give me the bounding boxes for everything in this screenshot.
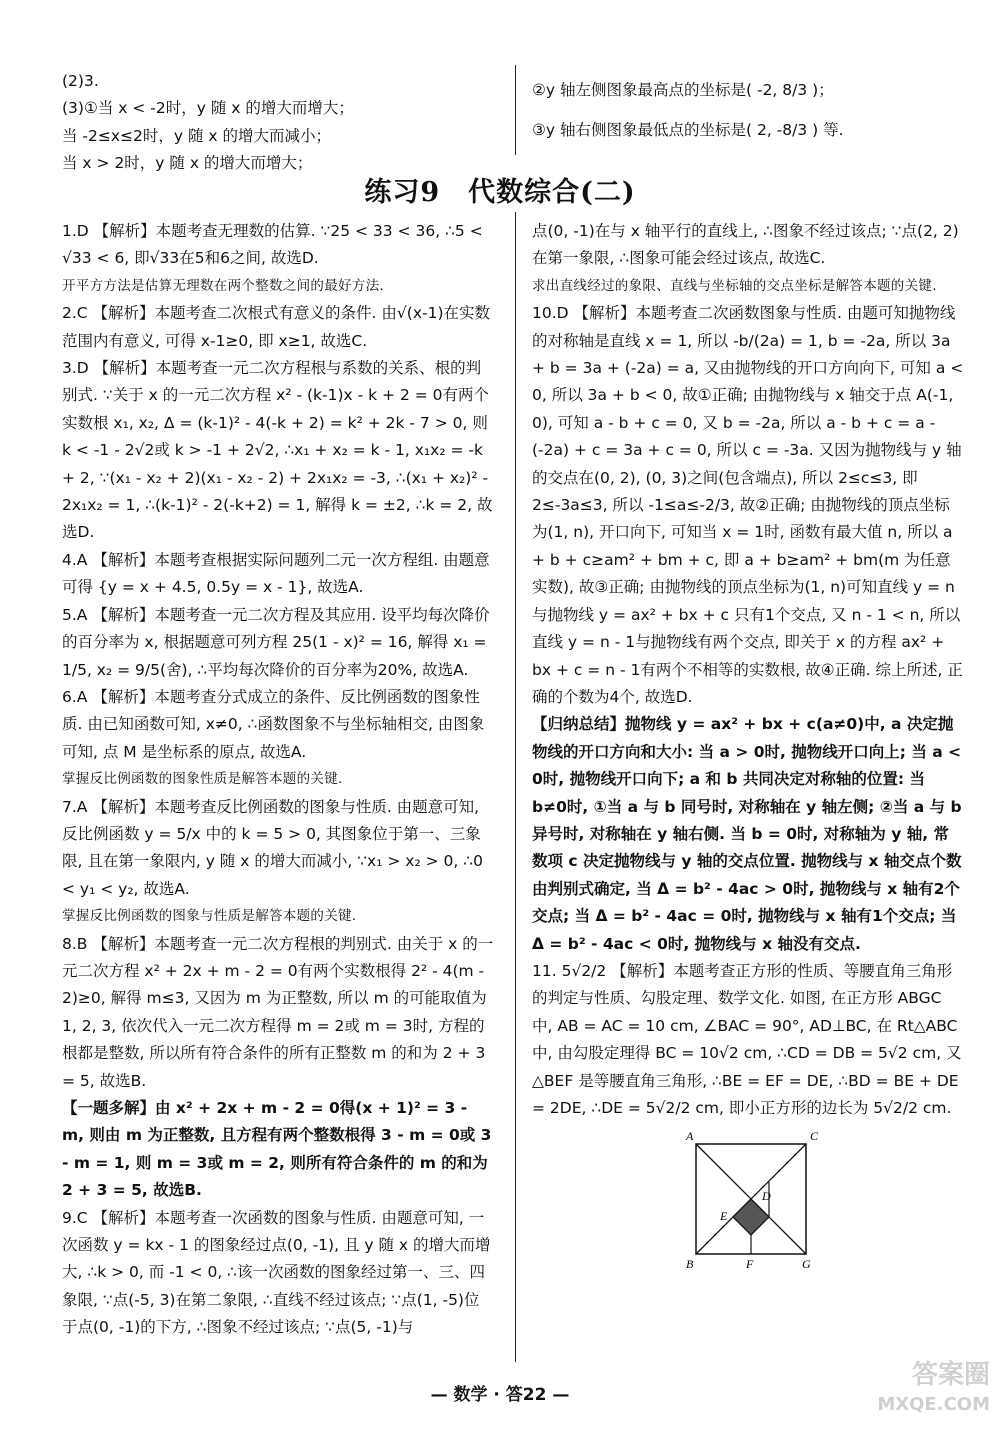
top-left-column bbox=[62, 68, 494, 178]
watermark-title: 答案圈 bbox=[911, 1360, 990, 1390]
figure-label-a: A bbox=[686, 1130, 694, 1144]
answer-6-note: 掌握反比例函数的图象性质是解答本题的关键. bbox=[62, 771, 343, 788]
square-geometry-figure bbox=[682, 1130, 822, 1270]
figure-label-b: B bbox=[686, 1257, 694, 1271]
left-answers bbox=[62, 218, 494, 1342]
column-divider bbox=[515, 65, 516, 155]
answer-3: 3.D 【解析】本题考查一元二次方程根与系数的关系、根的判别式. ∵关于 x 的一元二次方程 x² - (k-1)x - k + 2 = 0有两个实数根 x₁, x₂, Δ = (k-1)² - 4(-k + 2) = k² + 2k - 7 > 0, 则 k < -1 - 2√2或 k > -1 + 2√2, ∴x₁ + x₂ = k - 1, x₁x₂ = -k + 2, ∵(x₁ - x₂ + 2)(x₁ - x₂ - 2) + 2x₁x₂ = -3, ∴(x₁ + x₂)² - 2x₁x₂ = 1, ∴(k-1)² - 2(-k+2) = 1, 解得 k = ±2, ∴k = 2, 故选D. bbox=[62, 359, 493, 542]
top-left-line: 当 -2≤x≤2时，y 随 x 的增大而减小； bbox=[62, 126, 332, 145]
answer-2: 2.C 【解析】本题考查二次根式有意义的条件. 由√(x-1)在实数范围内有意义, 可得 x-1≥0, 即 x≥1, 故选C. bbox=[62, 304, 490, 350]
watermark-logo bbox=[800, 1360, 990, 1430]
top-right-line: ③y 轴右侧图象最低点的坐标是( 2, -8/3 ) 等. bbox=[532, 121, 844, 139]
section-title: 练习9 代数综合(二) bbox=[364, 177, 636, 208]
column-divider bbox=[515, 212, 516, 1362]
answer-6: 6.A 【解析】本题考查分式成立的条件、反比例函数的图象性质. 由已知函数可知, x≠0, ∴函数图象不与坐标轴相交, 由图象可知, 点 M 是坐标系的原点, 故选A. bbox=[62, 687, 485, 761]
answer-10-summary: 【归纳总结】抛物线 y = ax² + bx + c(a≠0)中, a 决定抛物线的开口方向和大小: 当 a > 0时, 抛物线开口向上; 当 a < 0时, 抛物线开口向下; a 和 b 共同决定对称轴的位置: 当 b≠0时, ①当 a 与 b 同号时, 对称轴在 y 轴左侧; ②当 a 与 b 异号时, 对称轴在 y 轴右侧. 当 b = 0时, 对称轴为 y 轴, 常数项 c 决定抛物线与 y 轴的交点位置. 抛物线与 x 轴交点个数由判别式确定, 当 Δ = b² - 4ac > 0时, 抛物线与 x 轴有2个交点; 当 Δ = b² - 4ac = 0时, 抛物线与 x 轴有1个交点; 当 Δ = b² - 4ac < 0时, 抛物线与 x 轴没有交点. bbox=[532, 715, 962, 953]
top-left-line: 当 x > 2时，y 随 x 的增大而增大； bbox=[62, 154, 313, 173]
answer-9-note: 求出直线经过的象限、直线与坐标轴的交点坐标是解答本题的关键. bbox=[532, 277, 937, 294]
answer-9-continued: 点(0, -1)在与 x 轴平行的直线上, ∴图象不经过该点; ∵点(2, 2)在第一象限, ∴图象可能会经过该点, 故选C. bbox=[532, 222, 959, 268]
figure-label-c: C bbox=[810, 1130, 819, 1144]
answer-9: 9.C 【解析】本题考查一次函数的图象与性质. 由题意可知, 一次函数 y = kx - 1 的图象经过点(0, -1), 且 y 随 x 的增大而增大, ∴k > 0, 而 -1 < 0, ∴该一次函数的图象经过第一、三、四象限, ∵点(-5, 3)在第二象限, ∴直线不经过该点; ∵点(1, -5)位于点(0, -1)的下方, ∴图象不经过该点; ∵点(5, -1)与 bbox=[62, 1208, 491, 1337]
top-right-column bbox=[532, 70, 964, 150]
answer-1-note: 开平方方法是估算无理数在两个整数之间的最好方法. bbox=[62, 277, 384, 294]
answer-4: 4.A 【解析】本题考查根据实际问题列二元一次方程组. 由题意可得 {y = x + 4.5, 0.5y = x - 1}, 故选A. bbox=[62, 550, 490, 597]
answer-8: 8.B 【解析】本题考查一元二次方程根的判别式. 由关于 x 的一元二次方程 x² + 2x + m - 2 = 0有两个实数根得 2² - 4(m - 2)≥0, 解得 m≤3, 又因为 m 为正整数, 所以 m 的可能取值为1, 2, 3, 依次代入一元二次方程得 m = 2或 m = 3时, 方程的根都是整数, 所以所有符合条件的所有正整数 m 的和为 2 + 3 = 5, 故选B. bbox=[62, 934, 494, 1090]
figure-label-f: F bbox=[746, 1257, 754, 1271]
figure-label-d: D bbox=[762, 1189, 771, 1204]
watermark-url: MXQE.COM bbox=[877, 1394, 990, 1415]
figure-label-g: G bbox=[802, 1257, 811, 1271]
top-left-line: (2)3. bbox=[62, 72, 99, 90]
right-answers bbox=[532, 218, 964, 1270]
answer-10: 10.D 【解析】本题考查二次函数图象与性质. 由题可知抛物线的对称轴是直线 x = 1, 所以 -b/(2a) = 1, b = -2a, 所以 3a + b = 3a + (-2a) = a, 又由抛物线的开口方向向下, 可知 a < 0, 所以 3a + b < 0, 故①正确; 由抛物线与 x 轴交于点 A(-1, 0), 可知 a - b + c = 0, 又 b = -2a, 所以 a - b + c = a - (-2a) + c = 3a + c = 0, 所以 c = -3a. 又因为抛物线与 y 轴的交点在(0, 2), (0, 3)之间(包含端点), 所以 2≤c≤3, 即 2≤-3a≤3, 所以 -1≤a≤-2/3, 故②正确; 由抛物线的顶点坐标为(1, n), 开口向下, 可知当 x = 1时, 函数有最大值 n, 所以 a + b + c≥am² + bm + c, 即 a + b≥am² + bm(m 为任意实数), 故③正确; 由抛物线的顶点坐标为(1, n)可知直线 y = n 与抛物线 y = ax² + bx + c 只有1个交点, 又 n - 1 < n, 所以直线 y = n - 1与抛物线有两个交点, 即关于 x 的方程 ax² + bx + c = n - 1有两个不相等的实数根, 故④正确. 综上所述, 正确的个数为4个, 故选D. bbox=[532, 304, 964, 706]
answer-11: 11. 5√2/2 【解析】本题考查正方形的性质、等腰直角三角形的判定与性质、勾股定理、数学文化. 如图, 在正方形 ABGC 中, AB = AC = 10 cm, ∠BAC = 90°, AD⊥BC, 在 Rt△ABC 中, 由勾股定理得 BC = 10√2 cm, ∴CD = DB = 5√2 cm, 又△BEF 是等腰直角三角形, ∴BE = EF = DE, ∴BD = BE + DE = 2DE, ∴DE = 5√2/2 cm, 即小正方形的边长为 5√2/2 cm. bbox=[532, 961, 962, 1117]
answer-5: 5.A 【解析】本题考查一元二次方程及其应用. 设平均每次降价的百分率为 x, 根据题意可列方程 25(1 - x)² = 16, 解得 x₁ = 1/5, x₂ = 9/5(舍), ∴平均每次降价的百分率为20%, 故选A. bbox=[62, 605, 490, 679]
answer-1: 1.D 【解析】本题考查无理数的估算. ∵25 < 33 < 36, ∴5 < √33 < 6, 即√33在5和6之间, 故选D. bbox=[62, 222, 483, 268]
answer-7: 7.A 【解析】本题考查反比例函数的图象与性质. 由题意可知, 反比例函数 y = 5/x 中的 k = 5 > 0, 其图象位于第一、三象限, 且在第一象限内, y 随 x 的增大而减小, ∵x₁ > x₂ > 0, ∴0 < y₁ < y₂, 故选A. bbox=[62, 797, 483, 898]
top-left-line: (3)①当 x < -2时，y 随 x 的增大而增大； bbox=[62, 99, 354, 118]
page-footer: — 数学 · 答22 — bbox=[430, 1385, 570, 1405]
answer-8-multi-solution: 【一题多解】由 x² + 2x + m - 2 = 0得(x + 1)² = 3 - m, 则由 m 为正整数, 且方程有两个整数根得 3 - m = 0或 3 - m = 1, 则 m = 3或 m = 2, 则所有符合条件的 m 的和为 2 + 3 = 5, 故选B. bbox=[62, 1099, 492, 1200]
answer-7-note: 掌握反比例函数的图象与性质是解答本题的关键. bbox=[62, 908, 357, 925]
top-right-line: ②y 轴左侧图象最高点的坐标是( -2, 8/3 )； bbox=[532, 81, 834, 99]
figure-label-e: E bbox=[720, 1209, 728, 1224]
